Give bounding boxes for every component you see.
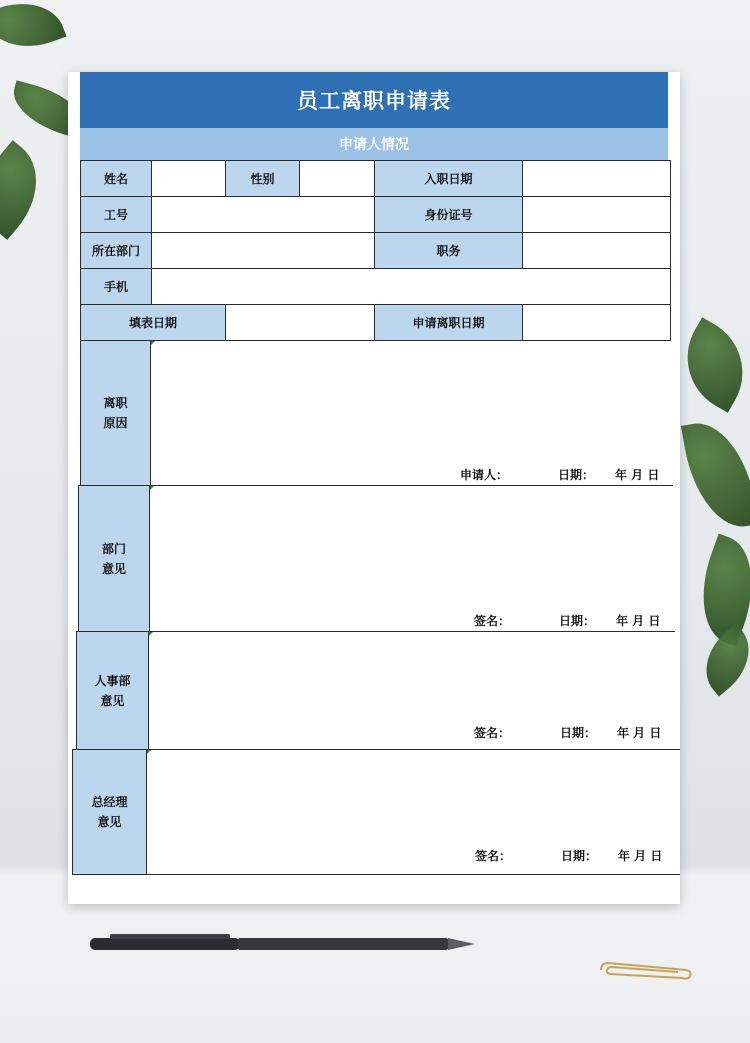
gm-ymd: 年 月 日 xyxy=(618,849,663,863)
input-employee-id[interactable] xyxy=(151,196,375,233)
label-fill-date: 填表日期 xyxy=(80,304,226,341)
reason-date-label: 日期： xyxy=(558,468,595,482)
label-dept-opinion-line2: 意见 xyxy=(101,561,126,576)
label-hire-date: 入职日期 xyxy=(374,160,523,197)
label-department: 所在部门 xyxy=(80,232,152,269)
dept-date-label: 日期： xyxy=(559,614,596,628)
reason-signer-label: 申请人： xyxy=(460,468,509,482)
gm-date-label: 日期： xyxy=(561,849,598,863)
input-department[interactable] xyxy=(151,232,375,269)
input-id-number[interactable] xyxy=(522,196,671,233)
label-dept-opinion-line1: 部门 xyxy=(101,541,126,556)
input-hire-date[interactable] xyxy=(522,160,671,197)
label-hr-opinion xyxy=(76,631,149,750)
input-phone[interactable] xyxy=(151,268,671,305)
cell-comment-marker xyxy=(151,341,155,345)
label-resign-reason-line2: 原因 xyxy=(103,416,128,430)
resignation-form-sheet xyxy=(68,72,680,904)
label-gm-opinion-line1: 总经理 xyxy=(91,795,128,809)
label-hr-opinion-line1: 人事部 xyxy=(94,673,131,688)
label-gm-opinion xyxy=(72,749,147,875)
cell-comment-marker xyxy=(149,632,153,636)
paper-clip-image xyxy=(596,958,696,982)
input-gm-opinion[interactable] xyxy=(146,749,680,875)
gm-signer-label: 签名： xyxy=(475,849,512,863)
input-resign-reason[interactable] xyxy=(150,340,671,486)
label-resign-reason xyxy=(80,340,151,486)
hr-signer-label: 签名： xyxy=(474,726,511,740)
label-phone: 手机 xyxy=(80,268,152,305)
label-id-number: 身份证号 xyxy=(374,196,523,233)
form-title: 员工离职申请表 xyxy=(80,72,668,128)
label-employee-id: 工号 xyxy=(80,196,152,233)
hr-date-label: 日期： xyxy=(560,726,597,740)
label-dept-opinion xyxy=(78,485,150,632)
dept-ymd: 年 月 日 xyxy=(616,614,661,628)
cell-comment-marker xyxy=(147,750,151,754)
section-title-applicant: 申请人情况 xyxy=(80,128,668,160)
label-gender: 性别 xyxy=(225,160,300,197)
cell-comment-marker xyxy=(150,486,154,490)
pen-image xyxy=(90,930,480,956)
input-name[interactable] xyxy=(151,160,226,197)
label-hr-opinion-line2: 意见 xyxy=(100,693,125,708)
reason-ymd: 年 月 日 xyxy=(615,468,660,482)
label-name: 姓名 xyxy=(80,160,152,197)
input-dept-opinion[interactable] xyxy=(149,485,673,632)
input-position[interactable] xyxy=(522,232,671,269)
input-gender[interactable] xyxy=(299,160,375,197)
label-resign-reason-line1: 离职 xyxy=(103,396,128,410)
label-position: 职务 xyxy=(374,232,523,269)
label-resign-date: 申请离职日期 xyxy=(374,304,523,341)
label-gm-opinion-line2: 意见 xyxy=(97,815,122,829)
hr-ymd: 年 月 日 xyxy=(617,726,662,740)
input-resign-date[interactable] xyxy=(522,304,671,341)
dept-signer-label: 签名： xyxy=(474,614,511,628)
input-fill-date[interactable] xyxy=(225,304,375,341)
